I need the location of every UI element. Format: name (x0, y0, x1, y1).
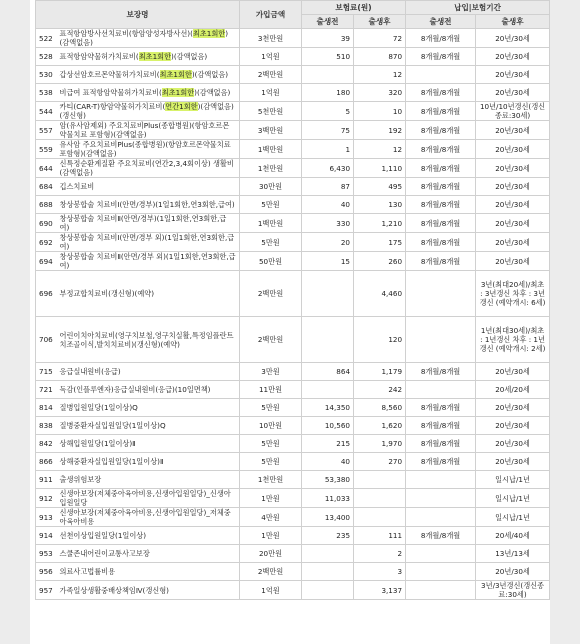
coverage-term: 3년/3년갱신(갱신종료:30세) (476, 581, 550, 600)
insured-amount: 2백만원 (240, 66, 302, 84)
name-text: )(감액없음) (59, 29, 229, 47)
table-row (36, 453, 550, 471)
payment-period: 8개월/8개월 (406, 399, 476, 417)
name-text: 카티(CAR-T)항암약물허가치료비( (59, 102, 166, 111)
insured-amount: 20만원 (240, 545, 302, 563)
name-text: 출생위험보장 (59, 475, 102, 484)
name-text: 깁스치료비 (59, 182, 95, 191)
premium-before-birth: 180 (302, 84, 354, 102)
premium-after-birth (354, 508, 406, 527)
name-text: 스쿨존내어린이교통사고보장 (59, 549, 150, 558)
header-term: 출생후 (476, 15, 550, 29)
table-row (36, 381, 550, 399)
premium-before-birth: 864 (302, 363, 354, 381)
row-number: 721 (36, 381, 58, 399)
coverage-name (58, 435, 240, 453)
coverage-term: 20세/20세 (476, 381, 550, 399)
row-number: 911 (36, 471, 58, 489)
coverage-name (58, 271, 240, 317)
premium-after-birth: 12 (354, 140, 406, 159)
premium-after-birth: 270 (354, 453, 406, 471)
row-number: 912 (36, 489, 58, 508)
coverage-name (58, 159, 240, 178)
premium-after-birth: 72 (354, 29, 406, 48)
insured-amount: 5만원 (240, 435, 302, 453)
coverage-term: 20년/30세 (476, 29, 550, 48)
name-text: 신생아보장(저체중아육아비용,신생아입원일당)_저체중아육아비용 (59, 508, 231, 526)
header-after: 출생후 (354, 15, 406, 29)
table-row (36, 233, 550, 252)
name-text: 어린이치아치료비(영구치보철,영구치실활,특정임플란트치조골이식,발치치료비)(갱신형)(예약) (59, 330, 234, 349)
coverage-name (58, 29, 240, 48)
row-number: 953 (36, 545, 58, 563)
coverage-name (58, 196, 240, 214)
insured-amount: 5만원 (240, 196, 302, 214)
coverage-name (58, 102, 240, 121)
name-text: 가족일상생활중배상책임Ⅳ(갱신형) (59, 585, 169, 595)
name-text: 신생아보장(저체중아육아비용,신생아입원일당)_신생아입원일당 (59, 489, 231, 507)
premium-after-birth: 870 (354, 48, 406, 66)
insured-amount: 1억원 (240, 581, 302, 600)
table-row (36, 84, 550, 102)
premium-before-birth: 53,380 (302, 471, 354, 489)
coverage-name (58, 581, 240, 600)
payment-period (406, 271, 476, 317)
highlight-text: 최초1회한 (161, 88, 195, 97)
name-text: 독감(인플루엔자)응급실내원비(응급)(10일면책) (59, 385, 211, 394)
coverage-name (58, 317, 240, 363)
row-number: 538 (36, 84, 58, 102)
coverage-name (58, 252, 240, 271)
table-row (36, 66, 550, 84)
payment-period (406, 66, 476, 84)
premium-before-birth (302, 581, 354, 600)
name-text: 표적항암약물허가치료비( (59, 52, 139, 61)
table-row (36, 271, 550, 317)
table-row (36, 563, 550, 581)
table-row (36, 196, 550, 214)
coverage-term: 20년/30세 (476, 417, 550, 435)
coverage-name (58, 178, 240, 196)
premium-before-birth: 5 (302, 102, 354, 121)
payment-period: 8개월/8개월 (406, 417, 476, 435)
premium-before-birth (302, 66, 354, 84)
payment-period (406, 381, 476, 399)
coverage-name (58, 66, 240, 84)
premium-before-birth: 1 (302, 140, 354, 159)
premium-after-birth: 130 (354, 196, 406, 214)
payment-period: 8개월/8개월 (406, 29, 476, 48)
premium-before-birth: 14,350 (302, 399, 354, 417)
coverage-name (58, 48, 240, 66)
insured-amount: 1백만원 (240, 140, 302, 159)
coverage-name (58, 508, 240, 527)
name-text: 창상봉합술 치료비Ⅰ(안면/경부 외)(1일1회한,연3회한,급여) (59, 233, 235, 251)
table-row (36, 317, 550, 363)
coverage-term: 20년/30세 (476, 48, 550, 66)
premium-after-birth: 12 (354, 66, 406, 84)
table-row (36, 435, 550, 453)
payment-period: 8개월/8개월 (406, 363, 476, 381)
coverage-term: 20년/30세 (476, 563, 550, 581)
premium-before-birth: 6,430 (302, 159, 354, 178)
premium-after-birth: 120 (354, 317, 406, 363)
premium-before-birth (302, 317, 354, 363)
coverage-name (58, 84, 240, 102)
name-text: 창상봉합술 치료비Ⅱ(안면/경부)(1일1회한,연3회한,급여) (59, 214, 227, 232)
premium-before-birth: 87 (302, 178, 354, 196)
premium-after-birth: 3 (354, 563, 406, 581)
row-number: 913 (36, 508, 58, 527)
name-text: 창상봉합술 치료비Ⅱ(안면/경부 외)(1일1회한,연3회한,급여) (59, 252, 236, 270)
coverage-term: 20년/30세 (476, 453, 550, 471)
insured-amount: 2백만원 (240, 563, 302, 581)
row-number: 838 (36, 417, 58, 435)
row-number: 684 (36, 178, 58, 196)
coverage-name (58, 417, 240, 435)
premium-after-birth: 1,970 (354, 435, 406, 453)
payment-period (406, 563, 476, 581)
payment-period: 8개월/8개월 (406, 252, 476, 271)
payment-period (406, 471, 476, 489)
coverage-term: 20년/30세 (476, 66, 550, 84)
coverage-term: 20년/30세 (476, 399, 550, 417)
row-number: 914 (36, 527, 58, 545)
payment-period (406, 508, 476, 527)
table-row (36, 140, 550, 159)
premium-after-birth: 175 (354, 233, 406, 252)
table-row (36, 252, 550, 271)
insured-amount: 10만원 (240, 417, 302, 435)
coverage-name (58, 545, 240, 563)
payment-period: 8개월/8개월 (406, 196, 476, 214)
name-text: 표적항암방사선치료비(항암양성자방사선)( (59, 29, 193, 38)
name-text: 암(유사암제외) 주요치료비Plus(종합병원)(항암호르몬약물치료 포함형)(감액없음) (59, 121, 230, 139)
highlight-text: 최초1회한 (159, 70, 192, 79)
insured-amount: 1천만원 (240, 159, 302, 178)
row-number: 696 (36, 271, 58, 317)
table-row (36, 527, 550, 545)
table-row (36, 102, 550, 121)
premium-before-birth (302, 271, 354, 317)
table-row (36, 159, 550, 178)
insured-amount: 1억원 (240, 84, 302, 102)
row-number: 530 (36, 66, 58, 84)
premium-before-birth: 40 (302, 196, 354, 214)
premium-after-birth: 320 (354, 84, 406, 102)
premium-before-birth: 15 (302, 252, 354, 271)
row-number: 544 (36, 102, 58, 121)
premium-before-birth: 75 (302, 121, 354, 140)
table-row (36, 581, 550, 600)
premium-after-birth: 111 (354, 527, 406, 545)
insured-amount: 1억원 (240, 48, 302, 66)
highlight-text: 연간1회한 (165, 102, 198, 111)
insured-amount: 5만원 (240, 399, 302, 417)
insured-amount: 50만원 (240, 252, 302, 271)
premium-after-birth: 260 (354, 252, 406, 271)
name-text: )(감액없음) (191, 70, 229, 79)
highlight-text: 최초1회한 (192, 29, 226, 38)
name-text: 상해입원일당(1일이상)Ⅱ (59, 439, 136, 448)
premium-before-birth (302, 545, 354, 563)
coverage-term: 일시납/1년 (476, 508, 550, 527)
coverage-term: 3년(최대20세)/최초 : 3년갱신 차후 : 3년갱신 (예약개시: 6세) (476, 271, 550, 317)
premium-after-birth: 1,179 (354, 363, 406, 381)
coverage-name (58, 527, 240, 545)
table-body (36, 29, 550, 600)
table-row (36, 363, 550, 381)
premium-after-birth: 192 (354, 121, 406, 140)
name-text: )(감액없음)(갱신형) (59, 102, 234, 120)
coverage-term: 20년/30세 (476, 363, 550, 381)
payment-period: 8개월/8개월 (406, 84, 476, 102)
coverage-name (58, 453, 240, 471)
name-text: 비급여 표적항암약물허가치료비( (59, 88, 162, 97)
row-number: 528 (36, 48, 58, 66)
payment-period: 8개월/8개월 (406, 159, 476, 178)
row-number: 706 (36, 317, 58, 363)
coverage-term: 13년/13세 (476, 545, 550, 563)
premium-before-birth: 510 (302, 48, 354, 66)
coverage-term: 20년/30세 (476, 159, 550, 178)
header-before: 출생전 (302, 15, 354, 29)
payment-period: 8개월/8개월 (406, 233, 476, 252)
coverage-name (58, 233, 240, 252)
payment-period: 8개월/8개월 (406, 435, 476, 453)
row-number: 842 (36, 435, 58, 453)
coverage-table (35, 0, 550, 600)
payment-period (406, 545, 476, 563)
table-row (36, 178, 550, 196)
premium-after-birth: 1,620 (354, 417, 406, 435)
row-number: 692 (36, 233, 58, 252)
payment-period: 8개월/8개월 (406, 48, 476, 66)
insured-amount: 2백만원 (240, 271, 302, 317)
row-number: 694 (36, 252, 58, 271)
name-text: 신특정순환계질환 주요치료비(연간2,3,4회이상) 생활비(감액없음) (59, 159, 234, 177)
premium-after-birth: 8,560 (354, 399, 406, 417)
payment-period (406, 489, 476, 508)
name-text: )(감액없음) (171, 52, 208, 61)
coverage-term: 20세/40세 (476, 527, 550, 545)
table-row (36, 545, 550, 563)
premium-after-birth: 242 (354, 381, 406, 399)
highlight-text: 최초1회한 (138, 52, 172, 61)
name-text: 선천이상입원일당(1일이상) (59, 531, 147, 540)
table-row (36, 399, 550, 417)
premium-after-birth (354, 471, 406, 489)
coverage-term: 20년/30세 (476, 435, 550, 453)
name-text: 응급실내원비(응급) (59, 367, 121, 376)
name-text: )(감액없음) (194, 88, 231, 97)
payment-period: 8개월/8개월 (406, 214, 476, 233)
coverage-name (58, 471, 240, 489)
premium-after-birth: 1,110 (354, 159, 406, 178)
insured-amount: 3만원 (240, 363, 302, 381)
payment-period (406, 317, 476, 363)
row-number: 715 (36, 363, 58, 381)
coverage-name (58, 399, 240, 417)
insured-amount: 3천만원 (240, 29, 302, 48)
table-row (36, 214, 550, 233)
premium-before-birth: 20 (302, 233, 354, 252)
payment-period: 8개월/8개월 (406, 140, 476, 159)
premium-before-birth: 235 (302, 527, 354, 545)
header-premium: 보험료(원) (302, 1, 406, 15)
row-number: 957 (36, 581, 58, 600)
premium-before-birth: 13,400 (302, 508, 354, 527)
premium-before-birth: 10,560 (302, 417, 354, 435)
premium-after-birth: 10 (354, 102, 406, 121)
coverage-name (58, 121, 240, 140)
header-pay: 출생전 (406, 15, 476, 29)
coverage-term: 일시납/1년 (476, 471, 550, 489)
document-page (30, 0, 550, 644)
premium-before-birth: 215 (302, 435, 354, 453)
payment-period: 8개월/8개월 (406, 453, 476, 471)
insured-amount: 1천만원 (240, 471, 302, 489)
coverage-term: 20년/30세 (476, 196, 550, 214)
premium-after-birth: 495 (354, 178, 406, 196)
row-number: 522 (36, 29, 58, 48)
premium-before-birth: 330 (302, 214, 354, 233)
insured-amount: 4만원 (240, 508, 302, 527)
premium-after-birth (354, 489, 406, 508)
coverage-term: 20년/30세 (476, 84, 550, 102)
coverage-name (58, 363, 240, 381)
insured-amount: 1백만원 (240, 214, 302, 233)
name-text: 의료사고법률비용 (59, 567, 116, 576)
insured-amount: 3백만원 (240, 121, 302, 140)
row-number: 688 (36, 196, 58, 214)
coverage-name (58, 563, 240, 581)
premium-after-birth: 1,210 (354, 214, 406, 233)
insured-amount: 11만원 (240, 381, 302, 399)
coverage-term: 10년/10년갱신(갱신종료:30세) (476, 102, 550, 121)
premium-after-birth: 4,460 (354, 271, 406, 317)
name-text: 부정교합치료비(갱신형)(예약) (59, 289, 155, 298)
table-row (36, 121, 550, 140)
insured-amount: 5만원 (240, 453, 302, 471)
name-text: 창상봉합술 치료비Ⅰ(안면/경부)(1일1회한,연3회한,급여) (59, 200, 235, 209)
premium-before-birth: 39 (302, 29, 354, 48)
coverage-term: 20년/30세 (476, 233, 550, 252)
name-text: 갑상선암호르몬약물허가치료비( (59, 70, 160, 79)
coverage-term: 일시납/1년 (476, 489, 550, 508)
premium-before-birth (302, 563, 354, 581)
table-row (36, 29, 550, 48)
row-number: 690 (36, 214, 58, 233)
coverage-term: 20년/30세 (476, 214, 550, 233)
coverage-name (58, 214, 240, 233)
row-number: 814 (36, 399, 58, 417)
premium-before-birth: 40 (302, 453, 354, 471)
coverage-name (58, 140, 240, 159)
insured-amount: 2백만원 (240, 317, 302, 363)
header-name: 보장명 (36, 1, 240, 29)
coverage-term: 20년/30세 (476, 121, 550, 140)
insured-amount: 30만원 (240, 178, 302, 196)
table-row (36, 508, 550, 527)
payment-period: 8개월/8개월 (406, 527, 476, 545)
coverage-term: 20년/30세 (476, 178, 550, 196)
premium-before-birth (302, 381, 354, 399)
payment-period: 8개월/8개월 (406, 102, 476, 121)
table-row (36, 471, 550, 489)
insured-amount: 1만원 (240, 489, 302, 508)
table-row (36, 417, 550, 435)
header-period: 납입|보험기간 (406, 1, 550, 15)
insured-amount: 1만원 (240, 527, 302, 545)
coverage-term: 20년/30세 (476, 252, 550, 271)
payment-period: 8개월/8개월 (406, 178, 476, 196)
coverage-term: 20년/30세 (476, 140, 550, 159)
premium-before-birth: 11,033 (302, 489, 354, 508)
row-number: 956 (36, 563, 58, 581)
name-text: 유사암 주요치료비Plus(종합병원)(항암호르몬약물치료 포함형)(감액없음) (59, 140, 231, 158)
premium-after-birth: 3,137 (354, 581, 406, 600)
table-row (36, 489, 550, 508)
row-number: 559 (36, 140, 58, 159)
row-number: 557 (36, 121, 58, 140)
table-row (36, 48, 550, 66)
name-text: 상해중환자실입원일당(1일이상)Ⅱ (59, 457, 164, 466)
coverage-name (58, 381, 240, 399)
header-amount: 가입금액 (240, 1, 302, 29)
name-text: 질병중환자실입원일당(1일이상)Q (59, 421, 166, 430)
insured-amount: 5천만원 (240, 102, 302, 121)
coverage-term: 1년(최대30세)/최초 : 1년갱신 차후 : 1년갱신 (예약개시: 2세) (476, 317, 550, 363)
row-number: 644 (36, 159, 58, 178)
payment-period (406, 581, 476, 600)
name-text: 질병입원일당(1일이상)Q (59, 403, 138, 412)
payment-period: 8개월/8개월 (406, 121, 476, 140)
row-number: 866 (36, 453, 58, 471)
coverage-name (58, 489, 240, 508)
premium-after-birth: 2 (354, 545, 406, 563)
insured-amount: 5만원 (240, 233, 302, 252)
